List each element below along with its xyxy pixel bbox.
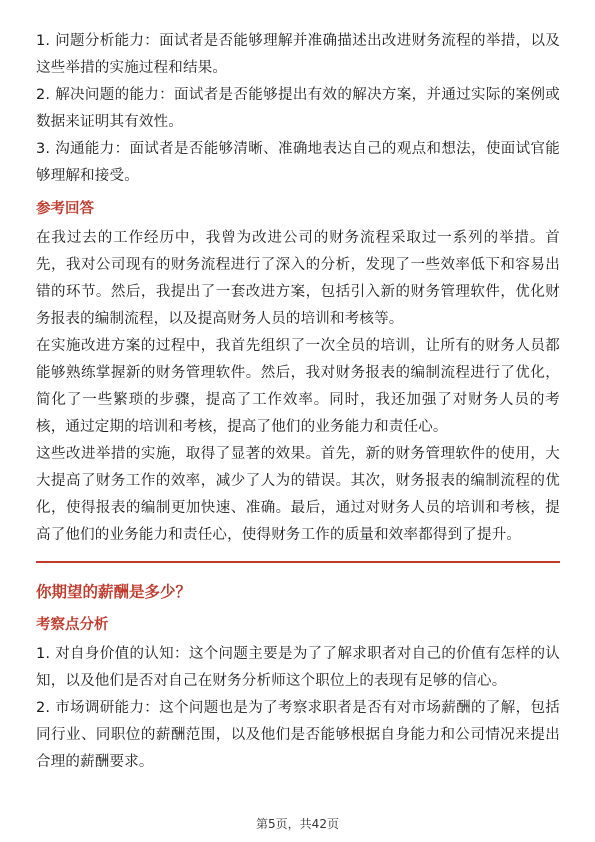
criteria-item-2: 2. 解决问题的能力：面试者是否能够提出有效的解决方案，并通过实际的案例或数据来证明其有效性。	[36, 87, 560, 130]
analysis-item-1: 1. 对自身价值的认知：这个问题主要是为了了解求职者对自己的价值有怎样的认知，以及他们是否对自己在财务分析师这个职位上的表现有足够的信心。	[36, 646, 560, 689]
criteria-item-1: 1. 问题分析能力：面试者是否能够理解并准确描述出改进财务流程的举措，以及这些举措的实施过程和结果。	[36, 33, 560, 76]
reference-paragraph-3: 这些改进举措的实施，取得了显著的效果。首先，新的财务管理软件的使用，大大提高了财务工作的效率，减少了人为的错误。其次，财务报表的编制流程的优化，使得报表的编制更加快速、准确。最后，通过对财务人员的培训和考核，提高了他们的业务能力和责任心，使得财务工作的质量和效率都得到了提升。	[36, 446, 560, 543]
criteria-item-3: 3. 沟通能力：面试者是否能够清晰、准确地表达自己的观点和想法，使面试官能够理解和接受。	[36, 141, 560, 184]
analysis-item-2: 2. 市场调研能力：这个问题也是为了考察求职者是否有对市场薪酬的了解，包括同行业、同职位的薪酬范围，以及他们是否能够根据自身能力和公司情况来提出合理的薪酬要求。	[36, 700, 560, 770]
section-divider	[36, 561, 560, 563]
reference-paragraph-2: 在实施改进方案的过程中，我首先组织了一次全员的培训，让所有的财务人员都能够熟练掌握新的财务管理软件。然后，我对财务报表的编制流程进行了优化，简化了一些繁琐的步骤，提高了工作效率。同时，我还加强了对财务人员的考核，通过定期的培训和考核，提高了他们的业务能力和责任心。	[36, 338, 560, 435]
page-footer: 第5页，共42页	[256, 817, 339, 831]
reference-paragraph-1: 在我过去的工作经历中，我曾为改进公司的财务流程采取过一系列的举措。首先，我对公司现有的财务流程进行了深入的分析，发现了一些效率低下和容易出错的环节。然后，我提出了一套改进方案，包括引入新的财务管理软件，优化财务报表的编制流程，以及提高财务人员的培训和考核等。	[36, 230, 560, 327]
analysis-label: 考察点分析	[36, 617, 109, 633]
page-content	[36, 28, 560, 776]
reference-answer-label: 参考回答	[36, 201, 94, 217]
question-title: 你期望的薪酬是多少？	[36, 583, 192, 601]
